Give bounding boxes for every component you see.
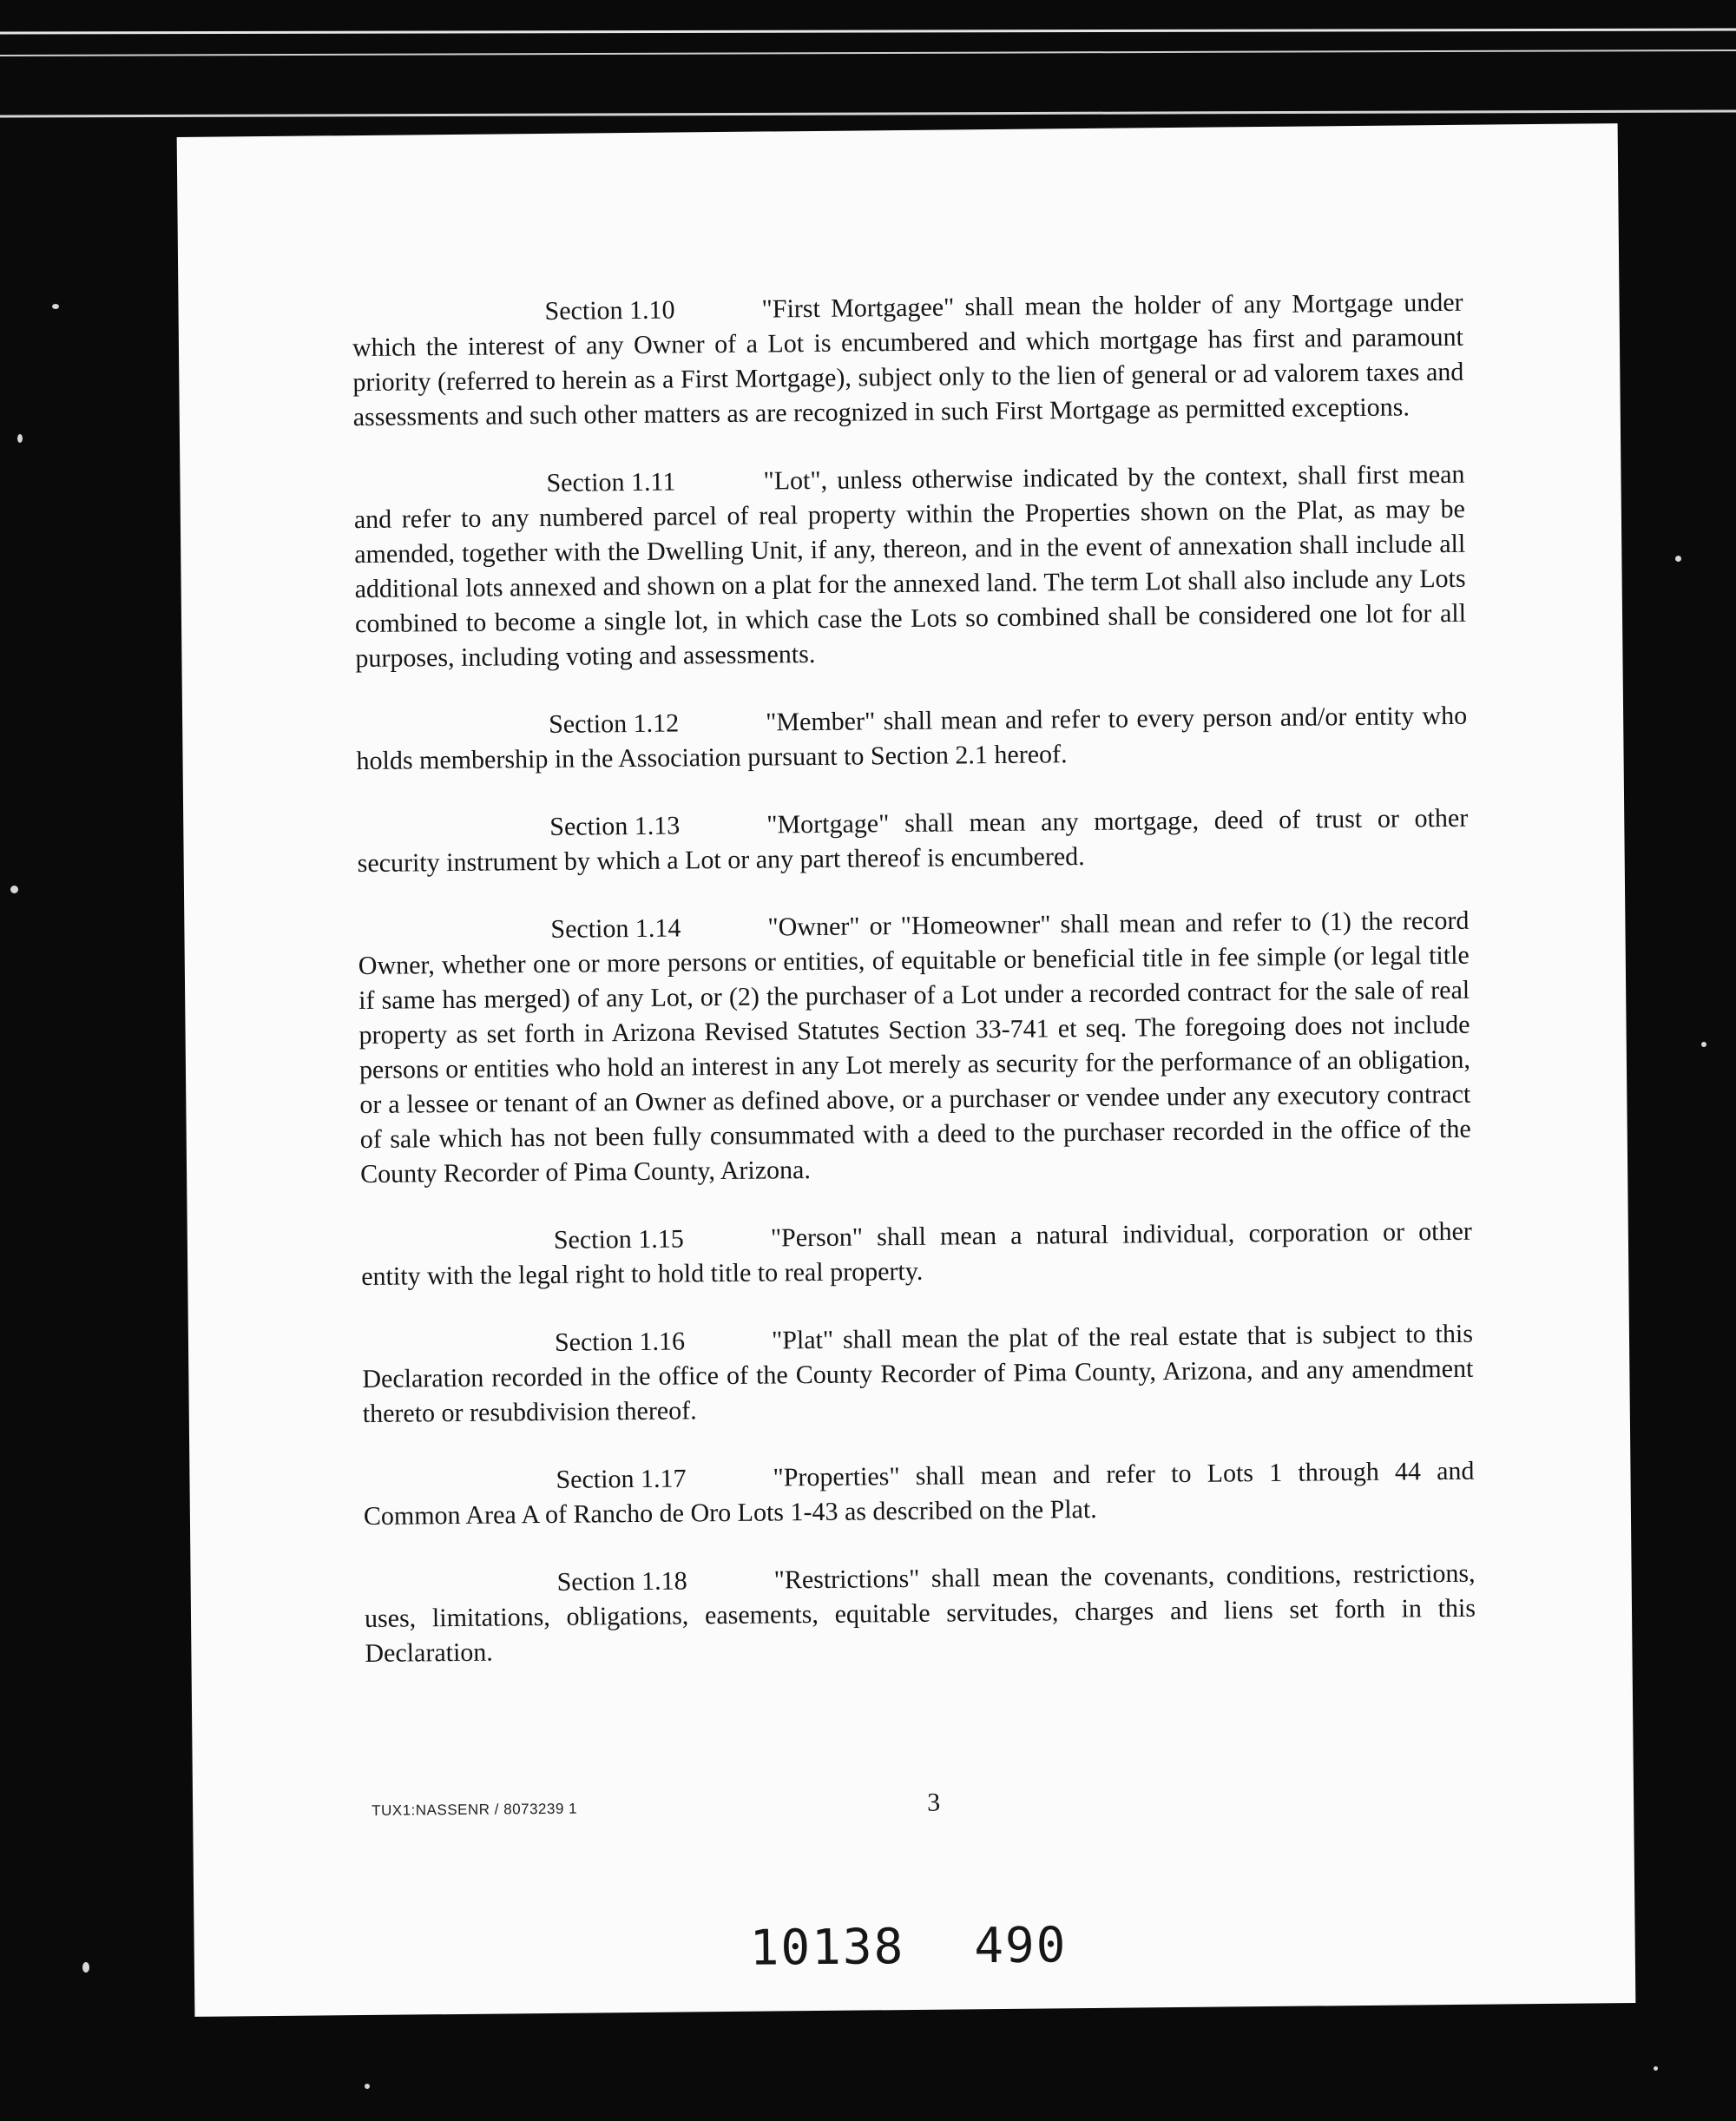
- section-1-13: [357, 801, 1469, 881]
- section-1-15: [361, 1215, 1473, 1294]
- section-label: Section 1.16: [554, 1327, 686, 1357]
- section-1-14: [358, 904, 1471, 1192]
- section-text: "Owner" or "Homeowner" shall mean and refer to (1) the record Owner, whether one or more persons or entities, of equitable or beneficial title in fee simple (or legal title if same has merged) of any Lot, or (2) the purchaser of a Lot under a recorded contract for the sale of real property as set forth in Arizona Revised Statutes Section 33-741 et seq. The foregoing does not include persons or entities who hold an interest in any Lot merely as security for the performance of an obligation, or a lessee or tenant of an Owner as defined above, or a purchaser or vendee under any executory contract of sale which has not been fully consummated with a deed to the purchaser recorded in the office of the County Recorder of Pima County, Arizona.: [358, 906, 1471, 1189]
- recording-book-number: 10138: [749, 1919, 905, 1977]
- section-text: "Lot", unless otherwise indicated by the context, shall first mean and refer to any numbered parcel of real property within the Properties shown on the Plat, as may be amended, together with the Dwelling Unit, if any, thereon, and in the event of annexation shall include all additional lots annexed and shown on a plat for the annexed land. The term Lot shall also include any Lots combined to become a single lot, in which case the Lots so combined shall be considered one lot for all purposes, including voting and assessments.: [353, 459, 1467, 674]
- scan-speck: [1701, 1042, 1706, 1047]
- section-label: Section 1.18: [556, 1566, 687, 1597]
- section-1-12: [356, 699, 1468, 779]
- scan-speck: [365, 2084, 370, 2089]
- section-label: Section 1.12: [549, 708, 680, 739]
- section-text: "Plat" shall mean the plat of the real estate that is subject to this Declaration recorded in the office of the County Recorder of Pima County, Arizona, and any amendment thereto or resubdivision thereof.: [362, 1319, 1474, 1429]
- section-label: Section 1.15: [553, 1224, 685, 1255]
- definitions-list: [352, 286, 1476, 1704]
- recording-stamp: [749, 1917, 1067, 1977]
- section-text: "Properties" shall mean and refer to Lots 1 through 44 and Common Area A of Rancho de Oro Lots 1-43 as described on the Plat.: [363, 1456, 1475, 1531]
- scan-border-lines: [0, 0, 1736, 139]
- scan-speck: [1675, 556, 1681, 562]
- scan-speck: [1654, 2066, 1658, 2071]
- section-text: "Member" shall mean and refer to every person and/or entity who holds membership in the Association pursuant to Section 2.1 hereof.: [356, 701, 1468, 776]
- section-label: Section 1.10: [544, 295, 675, 326]
- section-text: "Restrictions" shall mean the covenants, conditions, restrictions, uses, limitations, obligations, easements, equitable servitudes, charges and liens set forth in this Declaration.: [364, 1558, 1476, 1669]
- section-label: Section 1.14: [550, 913, 681, 944]
- section-text: "Person" shall mean a natural individual, corporation or other entity with the legal right to hold title to real property.: [361, 1216, 1472, 1292]
- document-id-footer: TUX1:NASSENR / 8073239 1: [372, 1800, 578, 1819]
- section-text: "First Mortgagee" shall mean the holder of any Mortgage under which the interest of any Owner of a Lot is encumbered and which mortgage has first and paramount priority (referred to herein as a First Mortgage), subject only to the lien of general or ad valorem taxes and assessments and such other matters as are recognized in such First Mortgage as permitted exceptions.: [352, 287, 1464, 432]
- section-text: "Mortgage" shall mean any mortgage, deed of trust or other security instrument by which a Lot or any part thereof is encumbered.: [357, 803, 1469, 879]
- scan-speck: [82, 1962, 89, 1973]
- scan-speck: [17, 434, 23, 443]
- section-label: Section 1.11: [546, 467, 676, 497]
- document-page: [177, 123, 1636, 2017]
- scan-speck: [52, 304, 59, 309]
- recording-page-number: 490: [973, 1917, 1068, 1975]
- page-number: 3: [926, 1788, 941, 1817]
- section-label: Section 1.13: [549, 811, 681, 841]
- section-1-10: [352, 286, 1463, 435]
- scan-speck: [10, 886, 18, 893]
- section-1-11: [353, 458, 1466, 676]
- section-label: Section 1.17: [556, 1464, 687, 1494]
- section-1-18: [364, 1557, 1476, 1671]
- section-1-17: [363, 1454, 1475, 1534]
- section-1-16: [362, 1317, 1474, 1432]
